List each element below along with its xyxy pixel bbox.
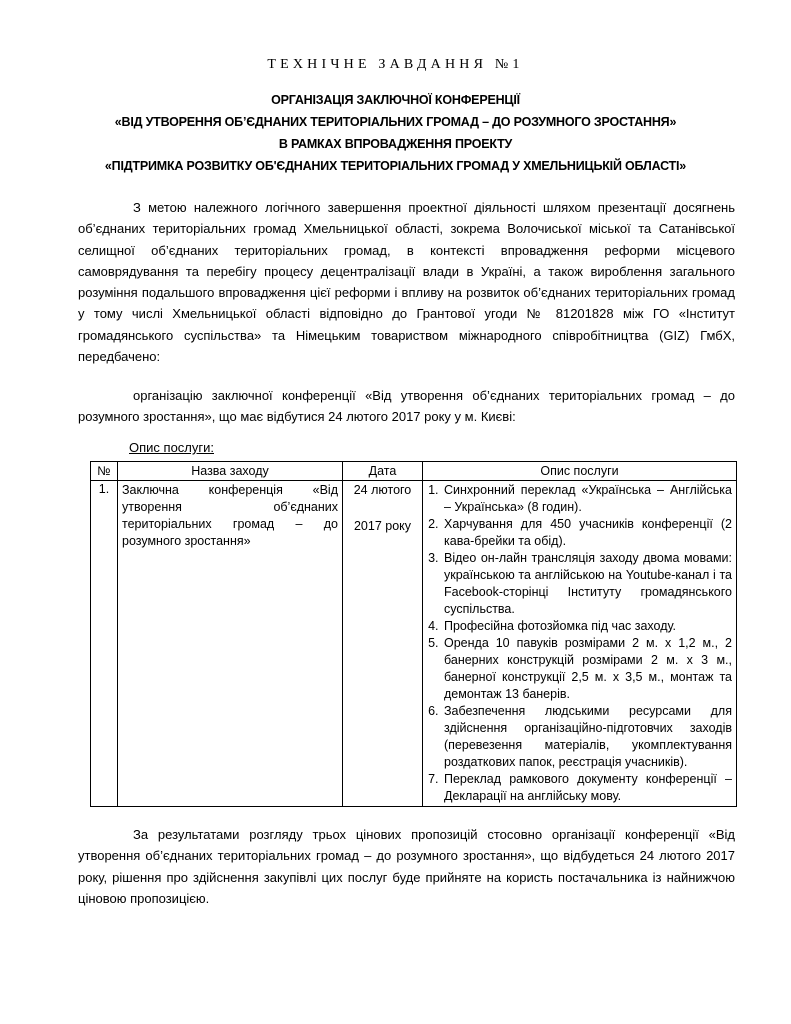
services-table bbox=[90, 461, 737, 807]
table-row bbox=[91, 481, 737, 807]
header-line: «ПІДТРИМКА РОЗВИТКУ ОБ'ЄДНАНИХ ТЕРИТОРІАЛЬНИХ ГРОМАД У ХМЕЛЬНИЦЬКІЙ ОБЛАСТІ» bbox=[104, 159, 687, 173]
header-line: В РАМКАХ ВПРОВАДЖЕННЯ ПРОЕКТУ bbox=[278, 137, 513, 151]
intro-paragraph: З метою належного логічного завершення проектної діяльності шляхом презентації досягнень об’єднаних територіальних громад Хмельницької області, зокрема Волочиської міської та Сатанівської селищної об’єднаних територіальних громад, в контексті впровадження реформи місцевого самоврядування та перебігу процесу децентралізації влади в Україні, а також вироблення загального розуміння подальшого впровадження цієї реформи і впливу на розвиток об’єднаних територіальних громад у тому числі Хмельницької області відповідно до Грантової угоди № 81201828 між ГО «Інститут громадянського суспільства» та Німецьким товариством міжнародного співробітництва (GIZ) ГмбХ, передбачено: bbox=[78, 200, 735, 365]
service-item: 2. Харчування для 450 учасників конференції (2 кава-брейки та обід). bbox=[442, 516, 732, 550]
service-item: 7. Переклад рамкового документу конференції – Декларації на англійську мову. bbox=[442, 771, 732, 805]
row-num: 1. bbox=[91, 481, 118, 807]
header-date: Дата bbox=[343, 462, 423, 481]
service-item: 6. Забезпечення людськими ресурсами для здійснення організаційно-підготовчих заходів (перевезення матеріалів, укомплектування роздаткових папок, реєстрація учасників). bbox=[442, 703, 732, 771]
service-item: 3. Відео он-лайн трансляція заходу двома мовами: українською та англійською на Youtube-канал і та Facebook-сторінці Інституту громадянського суспільства. bbox=[442, 550, 732, 618]
conclusion-paragraph: За результатами розгляду трьох цінових пропозицій стосовно організації конференції «Від утворення об’єднаних територіальних громад – до розумного зростання», що відбудеться 24 лютого 2017 року, рішення про здійснення закупівлі цих послуг буде прийняте на користь постачальника із найнижчою ціновою пропозицією. bbox=[78, 827, 735, 906]
date-year: 2017 року bbox=[353, 519, 412, 533]
row-services bbox=[423, 481, 737, 807]
document-header bbox=[60, 89, 731, 177]
row-date bbox=[343, 481, 423, 807]
header-event-name: Назва заходу bbox=[118, 462, 343, 481]
row-event-name: Заключна конференція «Від утворення об’єднаних територіальних громад – до розумного зростання» bbox=[118, 481, 343, 807]
service-item: 5. Оренда 10 павуків розмірами 2 м. х 1,2 м., 2 банерних конструкцій розмірами 2 м. х 3 м., банерної конструкції 2,5 м. х 3,5 м., монтаж та демонтаж 13 банерів. bbox=[442, 635, 732, 703]
table-header-row bbox=[91, 462, 737, 481]
service-item: 1. Синхронний переклад «Українська – Англійська – Українська» (8 годин). bbox=[442, 482, 732, 516]
header-line: ОРГАНІЗАЦІЯ ЗАКЛЮЧНОЇ КОНФЕРЕНЦІЇ bbox=[271, 93, 520, 107]
header-line: «ВІД УТВОРЕННЯ ОБ’ЄДНАНИХ ТЕРИТОРІАЛЬНИХ ГРОМАД – ДО РОЗУМНОГО ЗРОСТАННЯ» bbox=[114, 115, 677, 129]
document-title: ТЕХНІЧНЕ ЗАВДАННЯ №1 bbox=[267, 57, 524, 72]
service-label: Опис послуги: bbox=[129, 440, 214, 455]
header-num: № bbox=[91, 462, 118, 481]
services-list bbox=[427, 482, 732, 805]
header-service-description: Опис послуги bbox=[423, 462, 737, 481]
organization-paragraph: організацію заключної конференції «Від утворення об’єднаних територіальних громад – до розумного зростання», що має відбутися 24 лютого 2017 року у м. Києві: bbox=[78, 388, 735, 425]
date-day-month: 24 лютого bbox=[353, 483, 412, 497]
service-item: 4. Професійна фотозйомка під час заходу. bbox=[442, 618, 732, 635]
